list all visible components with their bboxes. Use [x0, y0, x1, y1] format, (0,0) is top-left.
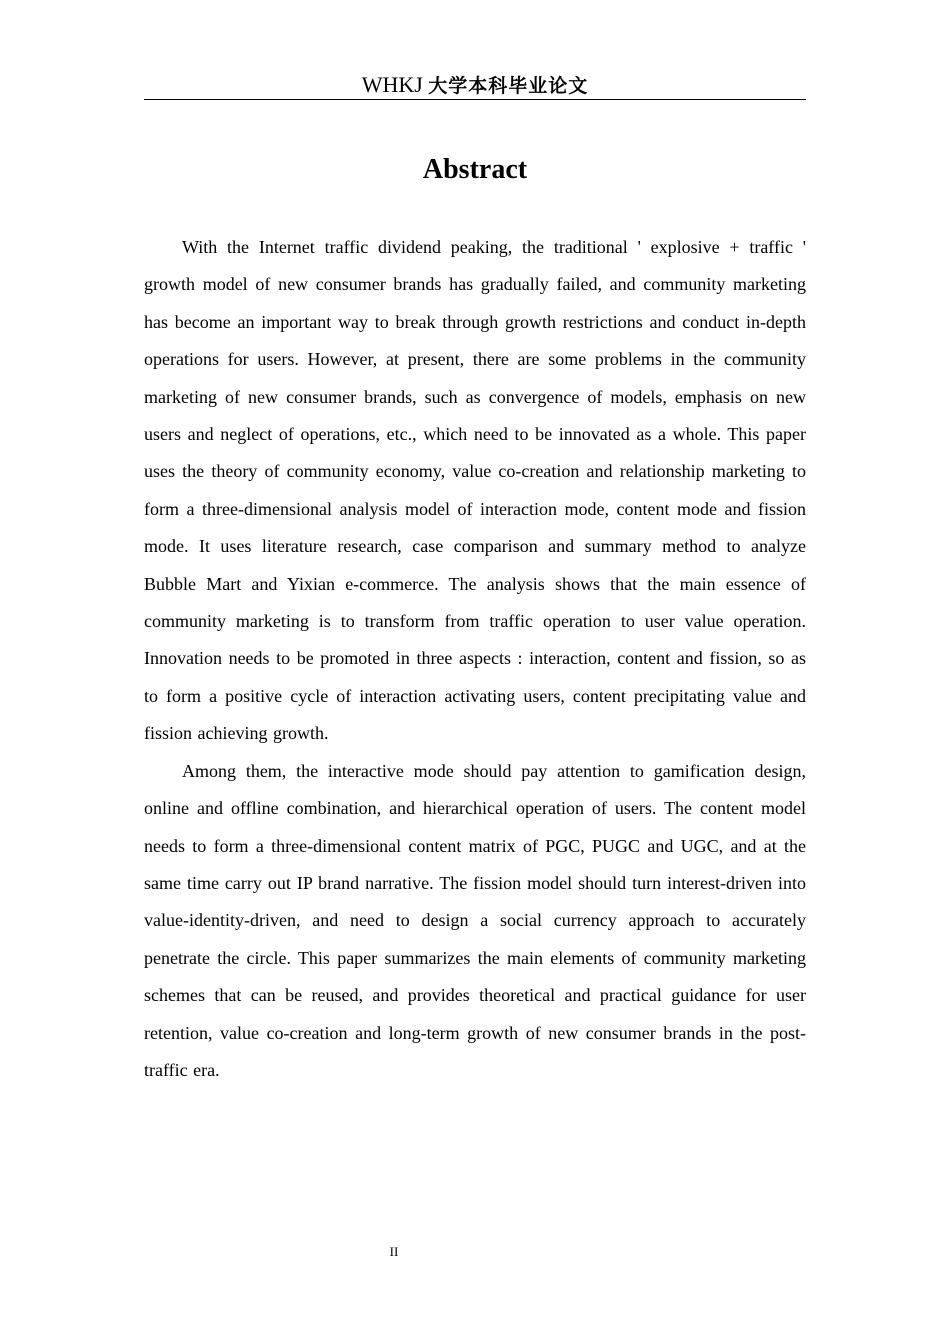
header-chinese-text: 大学本科毕业论文: [428, 75, 589, 97]
abstract-body: [144, 229, 806, 1089]
running-header: [144, 70, 806, 100]
abstract-paragraph-1: With the Internet traffic dividend peaking, the traditional ' explosive + traffic ' growth model of new consumer brands has gradually failed, and community marketing has become an important way to break through growth restrictions and conduct in-depth operations for users. However, at present, there are some problems in the community marketing of new consumer brands, such as convergence of models, emphasis on new users and neglect of operations, etc., which need to be innovated as a whole. This paper uses the theory of community economy, value co-creation and relationship marketing to form a three-dimensional analysis model of interaction mode, content mode and fission mode. It uses literature research, case comparison and summary method to analyze Bubble Mart and Yixian e-commerce. The analysis shows that the main essence of community marketing is to transform from traffic operation to user value operation. Innovation needs to be promoted in three aspects : interaction, content and fission, so as to form a positive cycle of interaction activating users, content precipitating value and fission achieving growth.: [144, 237, 806, 744]
header-latin-text: WHKJ: [361, 72, 423, 97]
page-number: II: [389, 1244, 399, 1259]
abstract-title: Abstract: [422, 154, 528, 185]
abstract-paragraph-2: Among them, the interactive mode should pay attention to gamification design, online and offline combination, and hierarchical operation of users. The content model needs to form a three-dimensional content matrix of PGC, PUGC and UGC, and at the same time carry out IP brand narrative. The fission model should turn interest-driven into value-identity-driven, and need to design a social currency approach to accurately penetrate the circle. This paper summarizes the main elements of community marketing schemes that can be reused, and provides theoretical and practical guidance for user retention, value co-creation and long-term growth of new consumer brands in the post-traffic era.: [144, 760, 806, 1080]
